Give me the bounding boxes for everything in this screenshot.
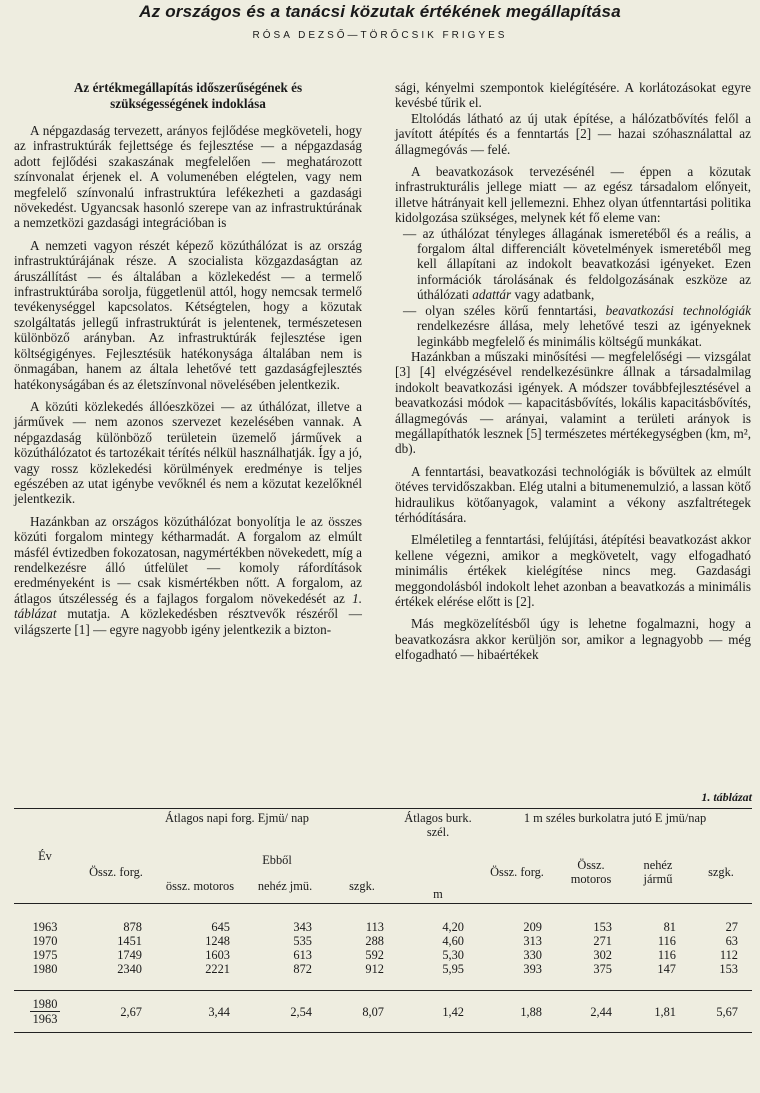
header2-heavy-vehicle: nehéz jármű bbox=[643, 858, 673, 886]
year-cell: 1963 bbox=[32, 920, 58, 934]
paragraph: Más megközelítésből úgy is lehetne fogalmazni, hogy a beavatkozásra akkor kerüljön sor, amikor a legnagyobb — még elfogadható — hibaértékek bbox=[395, 616, 751, 663]
paragraph: Hazánkban a műszaki minősítési — megfelelőségi — vizsgálat [3] [4] elvégzésével rendelkezésünkre állnak a társadalmilag indokolt beavatkozási igények. A módszer továbbfejlesztésével a beavatkozási módok — kapacitásbővítés, lokális kapacitásbővítés, állagmegóvás — arányai, valamint a területi arányok is megállapíthatók lesznek [5] természetes mértékegységben (km, m², db). bbox=[395, 348, 751, 457]
paragraph: sági, kényelmi szempontok kielégítésére. A korlátozásokat egyre kevésbé tűrik el. bbox=[395, 80, 751, 111]
header-year: Év bbox=[38, 849, 52, 863]
paragraph: A népgazdaság tervezett, arányos fejlődése megköveteli, hogy az infrastruktúrák fejlettsége és fejlesztése — a népgazdaság adott fejlődési szakaszának megfelelően — meghatározott színvonalat érjenek el. A volumenében elégtelen, vagy nem megfelelő színvonalú infrastruktúra lefékezheti a gazdasági növekedést. Ugyancsak hasonló szerepe van az infrastruktúrának a nemzetközi gazdasági integrációban is bbox=[14, 123, 362, 231]
year-cell: 1975 bbox=[32, 948, 58, 962]
table-caption: 1. táblázat bbox=[701, 790, 752, 804]
ratio-cell: 1,81 bbox=[654, 1004, 676, 1019]
table-cell: 1603 bbox=[205, 948, 230, 962]
table-cell: 81 bbox=[663, 920, 676, 934]
table-cell: 878 bbox=[123, 920, 142, 934]
paragraph-text: mutatja. A közlekedésben résztvevők részéről — világszerte [1] — egyre nagyobb igény jelentkezik a bizton- bbox=[14, 606, 362, 637]
list-item-text: — az úthálózat tényleges állagának ismeretéből és a reális, a forgalom által differenciált követelmények ismeretéből meg kell állapítani az indokolt beavatkozási igényeket. Ezen információk tárolásának és feldolgozásának eszköze az úthálózati bbox=[403, 225, 751, 303]
header-of-which: Ebből bbox=[262, 853, 292, 867]
header-total-motor: össz. motoros bbox=[165, 879, 235, 893]
header-avg-width: Átlagos burk. szél. bbox=[404, 811, 472, 839]
ratio-cell: 2,54 bbox=[290, 1004, 312, 1019]
table-cell: 1248 bbox=[205, 934, 230, 948]
ratio-label bbox=[14, 991, 76, 1033]
table-cell: 271 bbox=[593, 934, 612, 948]
article-authors: RÓSA DEZSŐ—TÖRŐCSIK FRIGYES bbox=[252, 30, 508, 41]
header-unit-m: m bbox=[433, 887, 443, 901]
data-table bbox=[14, 808, 752, 1033]
table-cell: 4,60 bbox=[442, 934, 464, 948]
table-row bbox=[14, 962, 752, 991]
table-cell: 592 bbox=[365, 948, 384, 962]
table-header-row bbox=[14, 841, 752, 869]
table-cell: 330 bbox=[523, 948, 542, 962]
emphasis: adattár bbox=[472, 287, 512, 303]
table-cell: 2221 bbox=[205, 962, 230, 976]
table-cell: 1451 bbox=[117, 934, 142, 948]
ratio-cell: 8,07 bbox=[362, 1004, 384, 1019]
table-cell: 393 bbox=[523, 962, 542, 976]
header2-total-traffic: Össz. forg. bbox=[490, 865, 544, 879]
ratio-row bbox=[14, 991, 752, 1033]
table-cell: 2340 bbox=[117, 962, 142, 976]
ratio-cell: 2,44 bbox=[590, 1004, 612, 1019]
table-row bbox=[14, 948, 752, 962]
table-cell: 5,95 bbox=[442, 962, 464, 976]
header-per-metre: 1 m széles burkolatra jutó E jmü/nap bbox=[523, 811, 707, 825]
header-daily-traffic: Átlagos napi forg. Ejmü/ nap bbox=[165, 811, 309, 825]
list-item-text: vagy adatbank, bbox=[511, 287, 595, 303]
table-row bbox=[14, 904, 752, 935]
list-item bbox=[395, 226, 751, 303]
left-column bbox=[14, 80, 362, 637]
table-cell: 343 bbox=[293, 920, 312, 934]
table-cell: 535 bbox=[293, 934, 312, 948]
table-cell: 5,30 bbox=[442, 948, 464, 962]
right-column bbox=[395, 80, 751, 663]
paragraph: A nemzeti vagyon részét képező közúthálózat is az ország infrastruktúrájának része. A szocialista közgazdaságtan az áruszállítást — és általában a közlekedést — a termelő infrastruktúrába sorolja, függetlenül attól, hogy nemcsak termelő tevékenységgel kapcsolatos. Kétségtelen, hogy a közutak szolgáltatás jellegű infrastruktúrát is jelentenek, természetesen különböző arányban. Az infrastruktúrák fejlesztése igen költségigényes. Fejlesztésük hatékonysága általában nem is önmagában, hanem az általa lehetővé tett gazdaságfejlesztés hatékonyságában és az életszínvonal növelésében jelentkezik. bbox=[14, 237, 362, 392]
table-cell: 302 bbox=[593, 948, 612, 962]
article-title: Az országos és a tanácsi közutak értékének megállapítása bbox=[139, 2, 621, 21]
table-cell: 313 bbox=[523, 934, 542, 948]
section-heading bbox=[24, 80, 352, 111]
ratio-cell: 3,44 bbox=[208, 1004, 230, 1019]
table-cell: 112 bbox=[719, 948, 738, 962]
header-cars: szgk. bbox=[349, 879, 375, 893]
table-cell: 113 bbox=[365, 920, 384, 934]
table-cell: 872 bbox=[293, 962, 312, 976]
list-item-text: — olyan széles körű fenntartási, bbox=[403, 302, 597, 318]
year-cell: 1970 bbox=[32, 934, 58, 948]
emphasis: beavatkozási technológiák bbox=[605, 302, 751, 318]
list-item-text: rendelkezésre állása, mely lehetővé teszi az igényeknek leginkább megfelelő és minimális költségű munkákat. bbox=[417, 318, 751, 349]
paragraph: A közúti közlekedés állóeszközei — az úthálózat, illetve a járművek — nem azonos szervezet kezelésében vannak. A népgazdaság különböző területein üzemelő járművek a közúthálózatot és tartozékait térítés nélkül használhatják. Így a jó, vagy rossz közlekedési körülmények eredménye is teljes egészében az utat igénybe vevőknél és nem a közutat kezelőknél jelentkezik. bbox=[14, 398, 362, 507]
header-heavy-vehicle: nehéz jmü. bbox=[257, 879, 313, 893]
table-cell: 116 bbox=[657, 948, 676, 962]
ratio-denominator: 1963 bbox=[32, 1012, 58, 1026]
table-cell: 375 bbox=[593, 962, 612, 976]
table-cell: 63 bbox=[725, 934, 738, 948]
table-reference: 1. táblázat bbox=[14, 590, 362, 622]
ratio-numerator: 1980 bbox=[30, 997, 61, 1012]
paragraph: Elméletileg a fenntartási, felújítási, átépítési beavatkozást akkor kellene végezni, amikor a megkövetelt, vagy elfogadható minimális értékek kielégítése nincs meg. Gazdasági meggondolásból indokolt lehet azonban a beavatkozás a minimális értékek elérése előtt is [2]. bbox=[395, 532, 751, 609]
section-heading-line1: Az értékmegállapítás időszerűségének és bbox=[73, 80, 303, 95]
table-cell: 912 bbox=[365, 962, 384, 976]
header2-total-motor: Össz. motoros bbox=[570, 858, 612, 886]
paragraph: A beavatkozások tervezésénél — éppen a közutak infrastrukturális jellege miatt — az egész társadalom előnyeit, illetve hátrányait kell jellemezni. Ehhez olyan útfenntartási politika kidolgozása szükséges, melynek két fő eleme van: bbox=[395, 164, 751, 226]
year-cell: 1980 bbox=[32, 962, 58, 976]
ratio-cell: 5,67 bbox=[716, 1004, 738, 1019]
paragraph bbox=[14, 514, 362, 637]
section-heading-line2: szükségességének indoklása bbox=[110, 95, 266, 111]
table-cell: 153 bbox=[719, 962, 738, 976]
header2-cars: szgk. bbox=[708, 865, 734, 879]
ratio-cell: 1,42 bbox=[442, 1004, 464, 1019]
header-total-traffic: Össz. forg. bbox=[89, 865, 143, 879]
table-cell: 209 bbox=[523, 920, 542, 934]
table-cell: 27 bbox=[725, 920, 738, 934]
table-cell: 4,20 bbox=[442, 920, 464, 934]
table-row bbox=[14, 934, 752, 948]
table-header-row bbox=[14, 809, 752, 842]
table-cell: 288 bbox=[365, 934, 384, 948]
paragraph: A fenntartási, beavatkozási technológiák is bővültek az elmúlt ötéves tervidőszakban. Elég utalni a bitumenemulzió, a lassan kötő hidraulikus kötőanyagok, valamint a vékony aszfaltrétegek térhódítására. bbox=[395, 463, 751, 525]
paragraph-text: Hazánkban az országos közúthálózat bonyolítja le az összes közúti forgalom mintegy kétharmadát. A forgalom az elmúlt másfél évtizedben fokozatosan, nagymértékben növekedett, míg a rendelkezésre álló útfelület — komoly ráfordítások eredményeként is — csak kismértékben nőtt. A forgalom, az átlagos útszélesség és a fajlagos forgalom növekedését az bbox=[14, 513, 362, 606]
table-cell: 645 bbox=[211, 920, 230, 934]
table-cell: 613 bbox=[293, 948, 312, 962]
paragraph: Eltolódás látható az új utak építése, a hálózatbővítés felől a javított átépítés és a fenntartás [2] — hazai szóhasználattal az állagmegóvás — felé. bbox=[395, 110, 751, 157]
ratio-cell: 1,88 bbox=[520, 1004, 542, 1019]
list-item bbox=[395, 303, 751, 349]
table-cell: 147 bbox=[657, 962, 676, 976]
table-cell: 116 bbox=[657, 934, 676, 948]
ratio-cell: 2,67 bbox=[120, 1004, 142, 1019]
table-body bbox=[14, 904, 752, 991]
table-cell: 1749 bbox=[117, 948, 142, 962]
table-cell: 153 bbox=[593, 920, 612, 934]
